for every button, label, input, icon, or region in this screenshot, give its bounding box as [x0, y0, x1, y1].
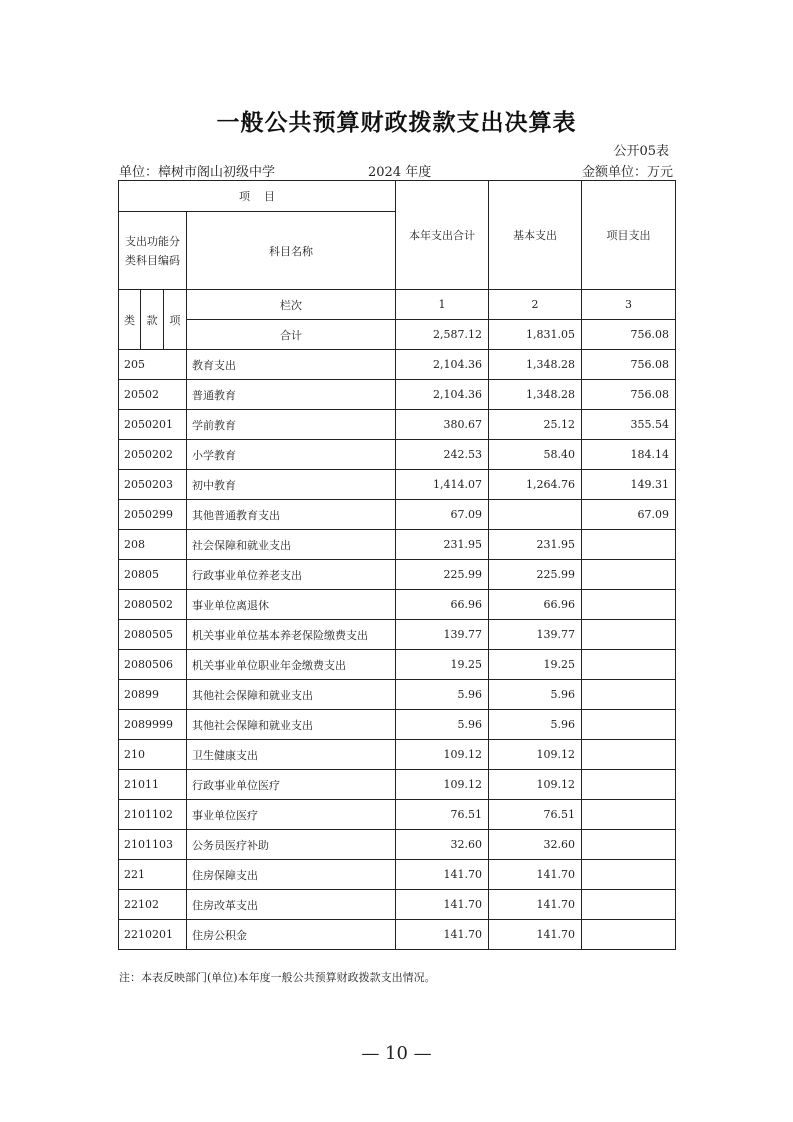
row-total: 141.70 — [396, 860, 489, 890]
row-name: 行政事业单位医疗 — [187, 770, 396, 800]
table-row — [119, 800, 676, 830]
row-name: 初中教育 — [187, 470, 396, 500]
header-lei: 类 — [119, 290, 141, 350]
row-code: 20805 — [119, 560, 187, 590]
row-code: 21011 — [119, 770, 187, 800]
footnote: 注：本表反映部门(单位)本年度一般公共预算财政拨款支出情况。 — [119, 971, 436, 984]
row-code: 2101103 — [119, 830, 187, 860]
row-project: 756.08 — [582, 350, 676, 380]
row-name: 机关事业单位职业年金缴费支出 — [187, 650, 396, 680]
table-row — [119, 380, 676, 410]
row-basic: 25.12 — [489, 410, 582, 440]
total-sum: 2,587.12 — [396, 320, 489, 350]
row-project — [582, 830, 676, 860]
row-project — [582, 560, 676, 590]
row-name: 其他社会保障和就业支出 — [187, 680, 396, 710]
header-basic: 基本支出 — [489, 181, 582, 290]
row-project — [582, 590, 676, 620]
table-row — [119, 560, 676, 590]
year-label: 2024 年度 — [368, 165, 432, 180]
row-code: 2101102 — [119, 800, 187, 830]
row-total: 231.95 — [396, 530, 489, 560]
table-row — [119, 530, 676, 560]
row-name: 小学教育 — [187, 440, 396, 470]
row-total: 19.25 — [396, 650, 489, 680]
row-code: 221 — [119, 860, 187, 890]
row-project — [582, 800, 676, 830]
row-total: 5.96 — [396, 710, 489, 740]
row-name: 其他社会保障和就业支出 — [187, 710, 396, 740]
row-name: 社会保障和就业支出 — [187, 530, 396, 560]
row-basic: 225.99 — [489, 560, 582, 590]
table-row — [119, 440, 676, 470]
row-project — [582, 680, 676, 710]
row-project — [582, 860, 676, 890]
row-name: 住房保障支出 — [187, 860, 396, 890]
row-code: 2080506 — [119, 650, 187, 680]
row-name: 卫生健康支出 — [187, 740, 396, 770]
col-number-2: 2 — [489, 290, 582, 320]
row-basic: 141.70 — [489, 890, 582, 920]
row-code: 210 — [119, 740, 187, 770]
row-name: 机关事业单位基本养老保险缴费支出 — [187, 620, 396, 650]
row-name: 其他普通教育支出 — [187, 500, 396, 530]
row-project — [582, 530, 676, 560]
row-basic: 141.70 — [489, 920, 582, 950]
total-basic: 1,831.05 — [489, 320, 582, 350]
table-row — [119, 890, 676, 920]
row-total: 1,414.07 — [396, 470, 489, 500]
total-project: 756.08 — [582, 320, 676, 350]
row-basic: 1,348.28 — [489, 350, 582, 380]
table-row — [119, 620, 676, 650]
row-total: 109.12 — [396, 770, 489, 800]
row-total: 2,104.36 — [396, 380, 489, 410]
header-name: 科目名称 — [187, 212, 396, 290]
row-project — [582, 770, 676, 800]
table-row — [119, 500, 676, 530]
row-code: 2089999 — [119, 710, 187, 740]
row-total: 32.60 — [396, 830, 489, 860]
row-name: 事业单位离退休 — [187, 590, 396, 620]
table-row — [119, 410, 676, 440]
row-basic: 19.25 — [489, 650, 582, 680]
row-total: 2,104.36 — [396, 350, 489, 380]
row-project — [582, 650, 676, 680]
table-row — [119, 590, 676, 620]
row-code: 2050299 — [119, 500, 187, 530]
row-code: 2050202 — [119, 440, 187, 470]
row-code: 205 — [119, 350, 187, 380]
row-total: 76.51 — [396, 800, 489, 830]
table-row — [119, 650, 676, 680]
row-name: 行政事业单位养老支出 — [187, 560, 396, 590]
row-project — [582, 740, 676, 770]
row-name: 住房改革支出 — [187, 890, 396, 920]
header-project: 项目支出 — [582, 181, 676, 290]
header-total: 本年支出合计 — [396, 181, 489, 290]
expenditure-table — [118, 180, 676, 950]
page-title: 一般公共预算财政拨款支出决算表 — [216, 110, 577, 136]
header-lanci: 栏次 — [187, 290, 396, 320]
table-number: 公开05表 — [613, 144, 669, 159]
table-row — [119, 740, 676, 770]
row-basic: 1,264.76 — [489, 470, 582, 500]
header-xiang: 项 — [164, 290, 187, 350]
row-project: 355.54 — [582, 410, 676, 440]
row-basic: 1,348.28 — [489, 380, 582, 410]
total-label: 合计 — [187, 320, 396, 350]
header-item: 项 目 — [119, 181, 396, 212]
row-basic: 5.96 — [489, 680, 582, 710]
row-name: 普通教育 — [187, 380, 396, 410]
row-total: 67.09 — [396, 500, 489, 530]
header-kuan: 款 — [141, 290, 164, 350]
table-row — [119, 830, 676, 860]
row-name: 教育支出 — [187, 350, 396, 380]
row-project: 67.09 — [582, 500, 676, 530]
row-code: 20899 — [119, 680, 187, 710]
row-name: 学前教育 — [187, 410, 396, 440]
page-number: — 10 — — [361, 1043, 432, 1064]
row-basic: 5.96 — [489, 710, 582, 740]
table-row — [119, 470, 676, 500]
row-code: 2210201 — [119, 920, 187, 950]
row-basic: 32.60 — [489, 830, 582, 860]
row-total: 109.12 — [396, 740, 489, 770]
table-row — [119, 710, 676, 740]
row-project — [582, 620, 676, 650]
row-project — [582, 920, 676, 950]
row-code: 20502 — [119, 380, 187, 410]
row-code: 2050201 — [119, 410, 187, 440]
row-project: 756.08 — [582, 380, 676, 410]
row-project: 149.31 — [582, 470, 676, 500]
row-project — [582, 890, 676, 920]
row-name: 住房公积金 — [187, 920, 396, 950]
row-project — [582, 710, 676, 740]
row-basic: 231.95 — [489, 530, 582, 560]
row-basic: 141.70 — [489, 860, 582, 890]
row-total: 141.70 — [396, 890, 489, 920]
row-project: 184.14 — [582, 440, 676, 470]
row-code: 2080502 — [119, 590, 187, 620]
table-row — [119, 920, 676, 950]
money-unit-label: 金额单位：万元 — [581, 165, 673, 180]
table-row — [119, 770, 676, 800]
header-code — [119, 212, 187, 290]
row-basic — [489, 500, 582, 530]
row-total: 5.96 — [396, 680, 489, 710]
col-number-3: 3 — [582, 290, 676, 320]
row-basic: 109.12 — [489, 740, 582, 770]
row-basic: 109.12 — [489, 770, 582, 800]
row-code: 208 — [119, 530, 187, 560]
row-total: 242.53 — [396, 440, 489, 470]
row-total: 141.70 — [396, 920, 489, 950]
row-name: 公务员医疗补助 — [187, 830, 396, 860]
row-total: 380.67 — [396, 410, 489, 440]
unit-label: 单位：樟树市阁山初级中学 — [119, 165, 276, 180]
row-code: 2050203 — [119, 470, 187, 500]
row-total: 139.77 — [396, 620, 489, 650]
row-basic: 139.77 — [489, 620, 582, 650]
header-code-label: 支出功能分类科目编码 — [125, 234, 180, 267]
row-total: 66.96 — [396, 590, 489, 620]
row-code: 22102 — [119, 890, 187, 920]
row-basic: 76.51 — [489, 800, 582, 830]
table-row — [119, 860, 676, 890]
row-name: 事业单位医疗 — [187, 800, 396, 830]
row-code: 2080505 — [119, 620, 187, 650]
row-total: 225.99 — [396, 560, 489, 590]
table-row — [119, 680, 676, 710]
col-number-1: 1 — [396, 290, 489, 320]
row-basic: 66.96 — [489, 590, 582, 620]
table-row — [119, 350, 676, 380]
row-basic: 58.40 — [489, 440, 582, 470]
